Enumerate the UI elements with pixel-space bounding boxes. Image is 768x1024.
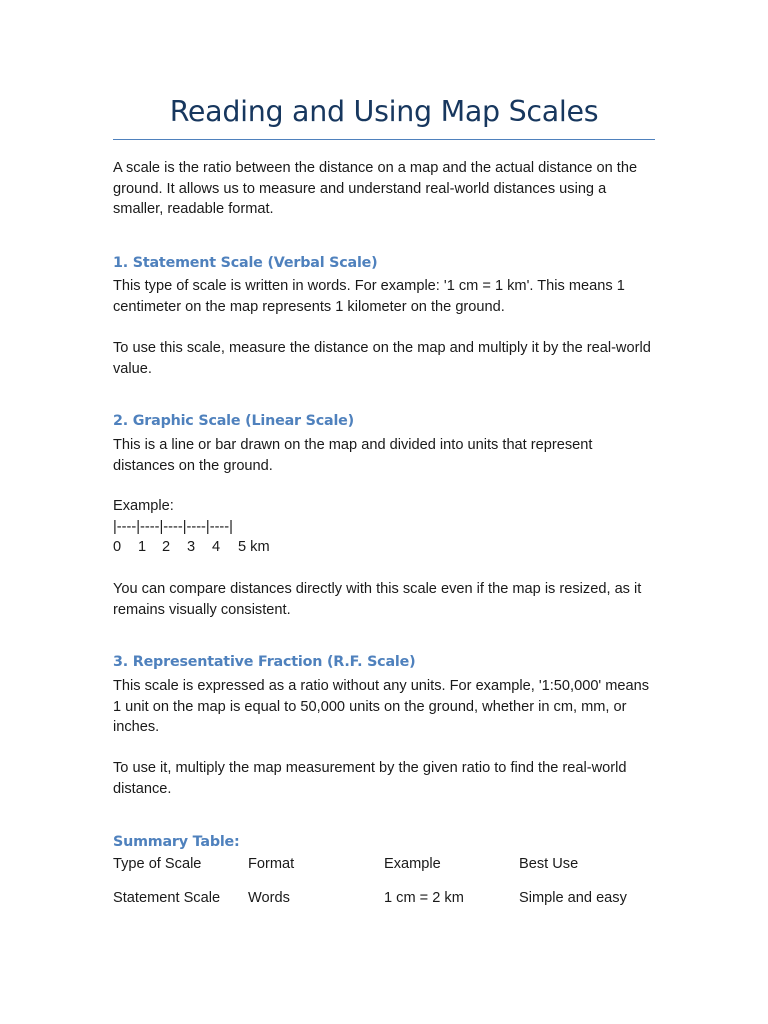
summary-table-header [113, 856, 655, 877]
page-title: Reading and Using Map Scales [169, 95, 599, 128]
table-cell: Words [248, 890, 290, 906]
section-1-heading: 1. Statement Scale (Verbal Scale) [113, 255, 378, 271]
table-cell: Statement Scale [113, 890, 221, 906]
section-1-paragraph-1: This type of scale is written in words. For example: '1 cm = 1 km'. This means 1 centimeter on the map represents 1 kilometer on the ground. [113, 278, 625, 315]
section-1-paragraph-2: To use this scale, measure the distance on the map and multiply it by the real-world value. [113, 340, 651, 377]
scale-tick-label: 4 [212, 539, 221, 555]
section-3-heading: 3. Representative Fraction (R.F. Scale) [113, 654, 416, 670]
scale-tick-label: 0 [113, 539, 122, 555]
summary-heading: Summary Table: [113, 834, 240, 850]
column-header: Best Use [519, 856, 579, 872]
section-2-paragraph-2: You can compare distances directly with this scale even if the map is resized, as it remains visually consistent. [113, 581, 642, 618]
scale-tick-label: 5 km [238, 539, 270, 555]
scale-tick-label: 1 [138, 539, 147, 555]
table-cell: 1 cm = 2 km [384, 890, 464, 906]
example-label: Example: [113, 498, 174, 514]
column-header: Format [248, 856, 295, 872]
scale-tick-label: 3 [187, 539, 196, 555]
section-2-paragraph-1: This is a line or bar drawn on the map and divided into units that represent distances on the ground. [113, 437, 593, 474]
section-3-paragraph-1: This scale is expressed as a ratio without any units. For example, '1:50,000' means 1 unit on the map is equal to 50,000 units on the ground, whether in cm, mm, or inches. [113, 678, 650, 735]
column-header: Example [384, 856, 441, 872]
graphic-scale-ticks [113, 537, 313, 558]
title-underline [113, 139, 655, 140]
scale-tick-label: 2 [162, 539, 171, 555]
table-row [113, 890, 655, 911]
section-3-paragraph-2: To use it, multiply the map measurement by the given ratio to find the real-world distance. [113, 760, 627, 797]
column-header: Type of Scale [113, 856, 202, 872]
table-cell: Simple and easy [519, 890, 627, 906]
graphic-scale-bar: |----|----|----|----|----| [113, 519, 233, 535]
section-2-heading: 2. Graphic Scale (Linear Scale) [113, 413, 354, 429]
intro-paragraph: A scale is the ratio between the distance on a map and the actual distance on the ground. It allows us to measure and understand real-world distances using a smaller, readable format. [113, 160, 638, 217]
